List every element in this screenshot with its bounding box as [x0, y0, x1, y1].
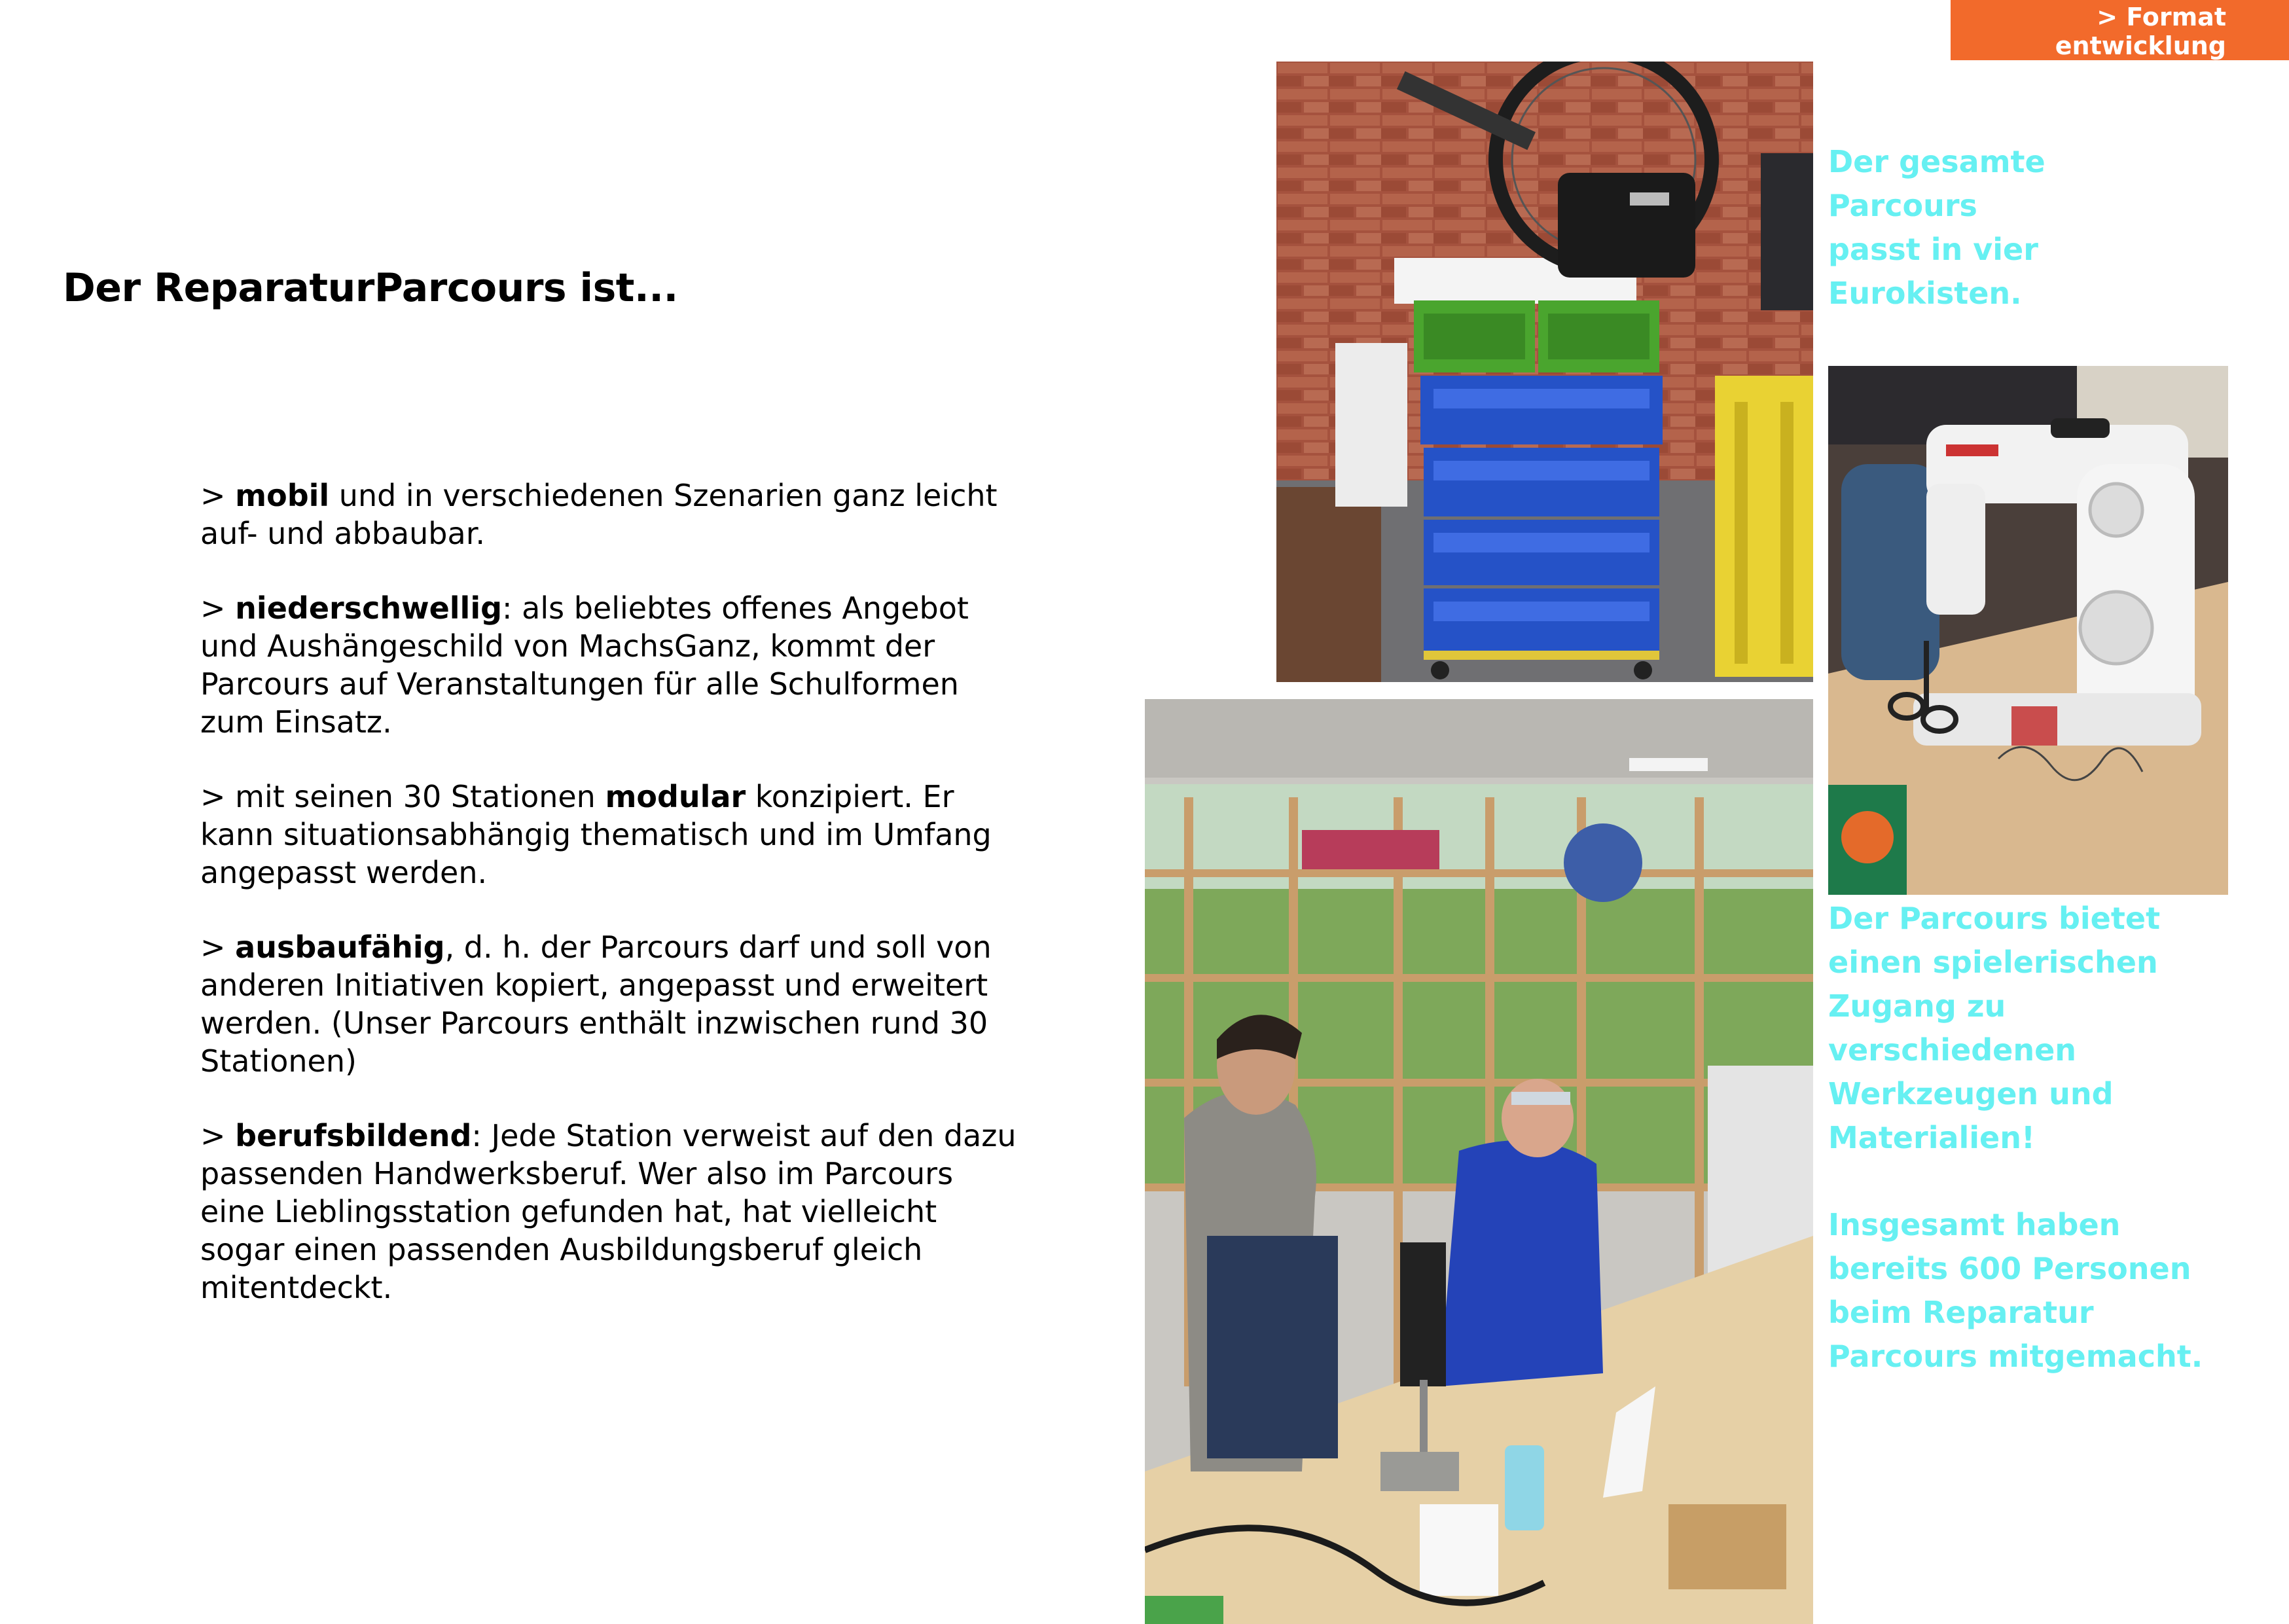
bullet-mobil	[200, 477, 1025, 552]
bullet-keyword: berufsbildend	[235, 1118, 472, 1153]
bullet-ausbaufaehig	[200, 928, 1025, 1080]
bullet-text: : Jede Station verweist auf den dazu passenden Handwerksberuf. Wer also im Parcours eine Lieblingsstation gefunden hat, hat vielleicht sogar einen passenden Ausbildungsberuf gleich mitentdeckt.	[200, 1118, 1017, 1305]
page-title: Der ReparaturParcours ist...	[63, 265, 678, 311]
bullet-prefix: >	[200, 590, 236, 626]
bullet-keyword: ausbaufähig	[235, 929, 445, 965]
photo-werkstatt-bohren	[1145, 699, 1813, 1624]
photo-eurokisten	[1276, 62, 1813, 682]
photo-naehmaschine	[1828, 366, 2228, 895]
bullet-prefix: >	[200, 1118, 236, 1153]
caption-zugang: Der Parcours bietet einen spielerischen Zugang zu verschiedenen Werkzeugen und Materialien!	[1828, 901, 2161, 1155]
bullet-keyword: modular	[605, 779, 746, 814]
bullet-list	[200, 477, 1025, 1343]
bullet-niederschwellig	[200, 589, 1025, 741]
bullet-text: konzipiert. Er kann situationsabhängig thematisch und im Umfang angepasst werden.	[200, 779, 992, 890]
caption-personen: Insgesamt haben bereits 600 Personen beim Reparatur Parcours mitgemacht.	[1828, 1207, 2203, 1374]
section-tag-line2: entwicklung	[2055, 31, 2226, 60]
bullet-keyword: mobil	[235, 478, 330, 513]
bullet-keyword: niederschwellig	[235, 590, 503, 626]
caption-eurokisten: Der gesamte Parcours passt in vier Eurokisten.	[1828, 144, 2046, 311]
bullet-prefix: >	[200, 478, 236, 513]
bullet-modular	[200, 778, 1025, 892]
bullet-text: , d. h. der Parcours darf und soll von anderen Initiativen kopiert, angepasst und erweitert werden. (Unser Parcours enthält inzwischen rund 30 Stationen)	[200, 929, 992, 1079]
bullet-text: : als beliebtes offenes Angebot und Aushängeschild von MachsGanz, kommt der Parcours auf Veranstaltungen für alle Schulformen zum Einsatz.	[200, 590, 969, 740]
bullet-prefix: >	[200, 929, 236, 965]
section-tag-line1: > Format	[2097, 3, 2226, 31]
bullet-berufsbildend	[200, 1117, 1025, 1307]
bullet-prefix: > mit seinen 30 Stationen	[200, 779, 605, 814]
section-tag	[1951, 0, 2289, 60]
bullet-text: und in verschiedenen Szenarien ganz leicht auf- und abbaubar.	[200, 478, 998, 551]
